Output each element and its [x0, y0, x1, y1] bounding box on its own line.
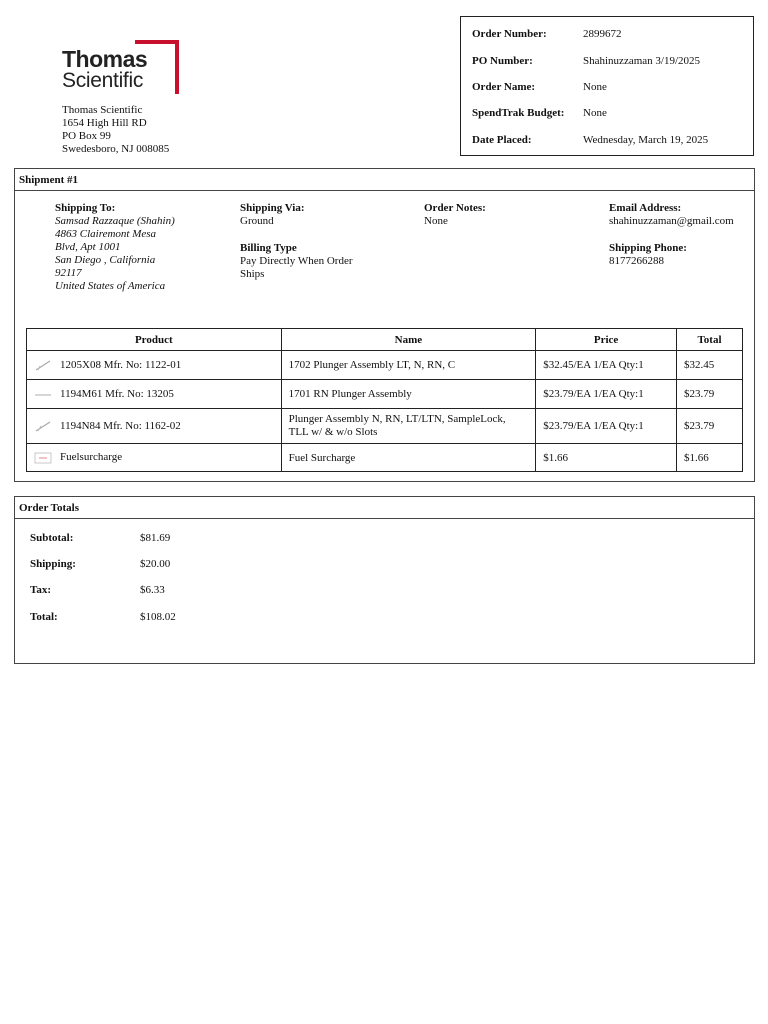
shipping-label: Shipping: — [30, 558, 76, 570]
col-header-name: Name — [281, 329, 536, 351]
item-name: 1702 Plunger Assembly LT, N, RN, C — [281, 351, 536, 380]
logo-mark — [135, 40, 179, 44]
line-items-table — [26, 328, 743, 472]
po-number-row: PO Number: Shahinuzzaman 3/19/2025 — [472, 55, 701, 67]
vendor-name: Thomas Scientific — [62, 104, 143, 116]
product-sku: 1205X08 Mfr. No: 1122-01 — [60, 358, 182, 371]
table-row — [27, 444, 743, 472]
shipment-title: Shipment #1 — [15, 169, 754, 191]
order-info-box — [460, 16, 754, 156]
subtotal-label: Subtotal: — [30, 532, 74, 544]
product-thumbnail-icon — [34, 388, 52, 400]
item-name: Plunger Assembly N, RN, LT/LTN, SampleLock, TLL w/ & w/o Slots — [281, 409, 536, 444]
vendor-city: Swedesboro, NJ 008085 — [62, 143, 170, 155]
table-row — [27, 351, 743, 380]
spendtrak-budget: None — [583, 107, 607, 119]
item-price: $23.79/EA 1/EA Qty:1 — [536, 380, 677, 409]
total-value: $108.02 — [140, 611, 176, 623]
vendor-logo — [60, 40, 190, 96]
item-price: $23.79/EA 1/EA Qty:1 — [536, 409, 677, 444]
email-address: shahinuzzaman@gmail.com — [609, 215, 734, 227]
order-name-row: Order Name: None — [472, 81, 607, 93]
item-price: $32.45/EA 1/EA Qty:1 — [536, 351, 677, 380]
order-number-row: Order Number: 2899672 — [472, 28, 622, 40]
shipping-phone: 8177266288 — [609, 255, 664, 267]
item-name: 1701 RN Plunger Assembly — [281, 380, 536, 409]
order-totals-title: Order Totals — [15, 497, 754, 519]
date-placed-row: Date Placed: Wednesday, March 19, 2025 — [472, 134, 709, 146]
product-sku: 1194M61 Mfr. No: 13205 — [60, 387, 174, 400]
product-sku: 1194N84 Mfr. No: 1162-02 — [60, 419, 181, 432]
spendtrak-budget-row: SpendTrak Budget: None — [472, 107, 607, 119]
product-thumbnail-icon — [34, 359, 52, 371]
tax-label: Tax: — [30, 584, 51, 596]
item-total: $32.45 — [677, 351, 743, 380]
phone-block: Shipping Phone: 8177266288 — [609, 242, 687, 267]
table-row — [27, 380, 743, 409]
order-totals-section — [14, 496, 755, 664]
shipping-via: Ground — [240, 215, 274, 227]
shipping-value: $20.00 — [140, 558, 171, 570]
email-block: Email Address: shahinuzzaman@gmail.com — [609, 202, 734, 227]
item-total: $23.79 — [677, 380, 743, 409]
order-name: None — [583, 81, 607, 93]
item-total: $23.79 — [677, 409, 743, 444]
logo-text-scientific: Scientific — [62, 69, 144, 92]
total-label: Total: — [30, 611, 58, 623]
item-name: Fuel Surcharge — [281, 444, 536, 472]
col-header-total: Total — [677, 329, 743, 351]
shipping-via-block: Shipping Via: Ground — [240, 202, 305, 227]
table-row — [27, 409, 743, 444]
vendor-po-box: PO Box 99 — [62, 130, 111, 142]
tax-value: $6.33 — [140, 584, 165, 596]
col-header-product: Product — [27, 329, 282, 351]
logo-text-thomas: Thomas — [62, 46, 148, 72]
date-placed: Wednesday, March 19, 2025 — [583, 134, 709, 146]
product-thumbnail-icon — [34, 420, 52, 432]
vendor-street: 1654 High Hill RD — [62, 117, 147, 129]
item-price: $1.66 — [536, 444, 677, 472]
table-header-row — [27, 329, 743, 351]
shipping-to-block: Shipping To: Samsad Razzaque (Shahin) 4863 Clairemont Mesa Blvd, Apt 1001 San Diego , California 92117 United States of America — [55, 202, 175, 292]
billing-type-block: Billing Type Pay Directly When Order Ships — [240, 242, 353, 280]
col-header-price: Price — [536, 329, 677, 351]
po-number: Shahinuzzaman 3/19/2025 — [583, 55, 701, 67]
order-notes: None — [424, 215, 448, 227]
product-thumbnail-icon — [34, 452, 52, 464]
item-total: $1.66 — [677, 444, 743, 472]
product-sku: Fuelsurcharge — [60, 451, 123, 464]
subtotal-value: $81.69 — [140, 532, 171, 544]
vendor-address — [62, 104, 169, 156]
order-number: 2899672 — [583, 28, 622, 40]
order-notes-block: Order Notes: None — [424, 202, 486, 227]
